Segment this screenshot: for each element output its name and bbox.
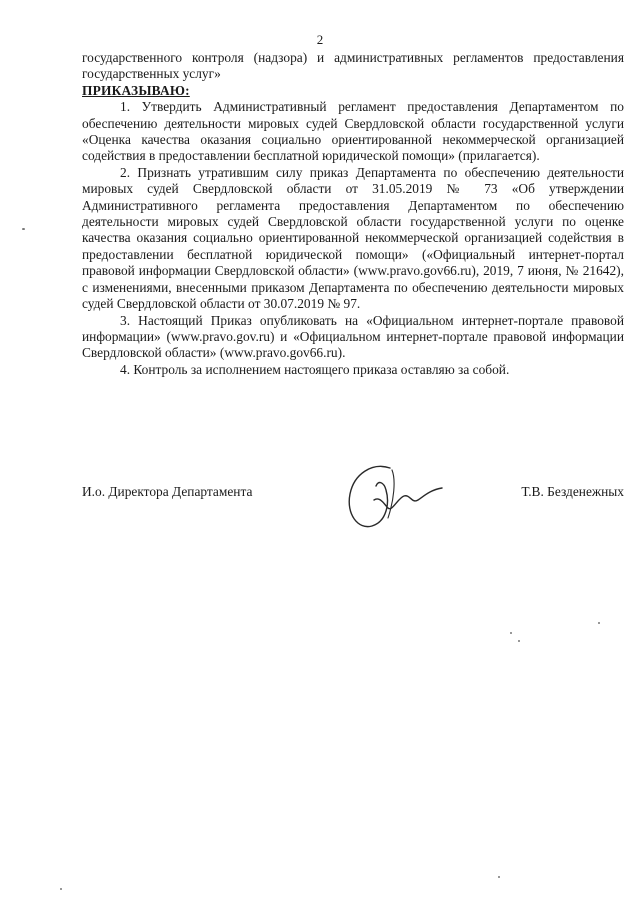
scan-speck (60, 888, 62, 890)
scan-speck (518, 640, 520, 642)
handwritten-signature (332, 460, 452, 536)
scan-speck (598, 622, 600, 624)
intro-paragraph: государственного контроля (надзора) и административных регламентов предоставления государственных услуг» (82, 50, 624, 82)
scan-speck (498, 876, 500, 878)
document-body (82, 50, 624, 378)
signatory-name: Т.В. Безденежных (521, 484, 624, 499)
page-number: 2 (316, 32, 324, 47)
order-item-2: 2. Признать утратившим силу приказ Департамента по обеспечению деятельности мировых судей Свердловской области от 31.05.2019 № 73 «Об утверждении Административного регламента предоставления Департаментом по обеспечению деятельности мировых судей Свердловской области государственной услуги по оценке качества оказания социально ориентированной некоммерческой организацией содействия в предоставлении бесплатной юридической помощи» («Официальный интернет-портал правовой информации Свердловской области» (www.pravo.gov66.ru), 2019, 7 июня, № 21642), с изменениями, внесенными приказом Департамента по обеспечению деятельности мировых судей Свердловской области от 30.07.2019 № 97. (82, 164, 624, 312)
order-item-1: 1. Утвердить Административный регламент предоставления Департаментом по обеспечению деятельности мировых судей Свердловской области государственной услуги «Оценка качества оказания социально ориентированной некоммерческой организацией содействия в предоставлении бесплатной юридической помощи» (прилагается). (82, 99, 624, 164)
signatory-role: И.о. Директора Департамента (82, 484, 253, 499)
order-item-3: 3. Настоящий Приказ опубликовать на «Официальном интернет-портале правовой информации» (www.pravo.gov.ru) и «Официальном интернет-портале правовой информации Свердловской области» (www.pravo.gov66.ru). (82, 312, 624, 361)
order-heading: ПРИКАЗЫВАЮ: (82, 82, 190, 98)
signature-block (82, 482, 624, 542)
order-item-4: 4. Контроль за исполнением настоящего приказа оставляю за собой. (120, 361, 510, 377)
scan-speck (22, 228, 25, 230)
scan-speck (510, 632, 512, 634)
